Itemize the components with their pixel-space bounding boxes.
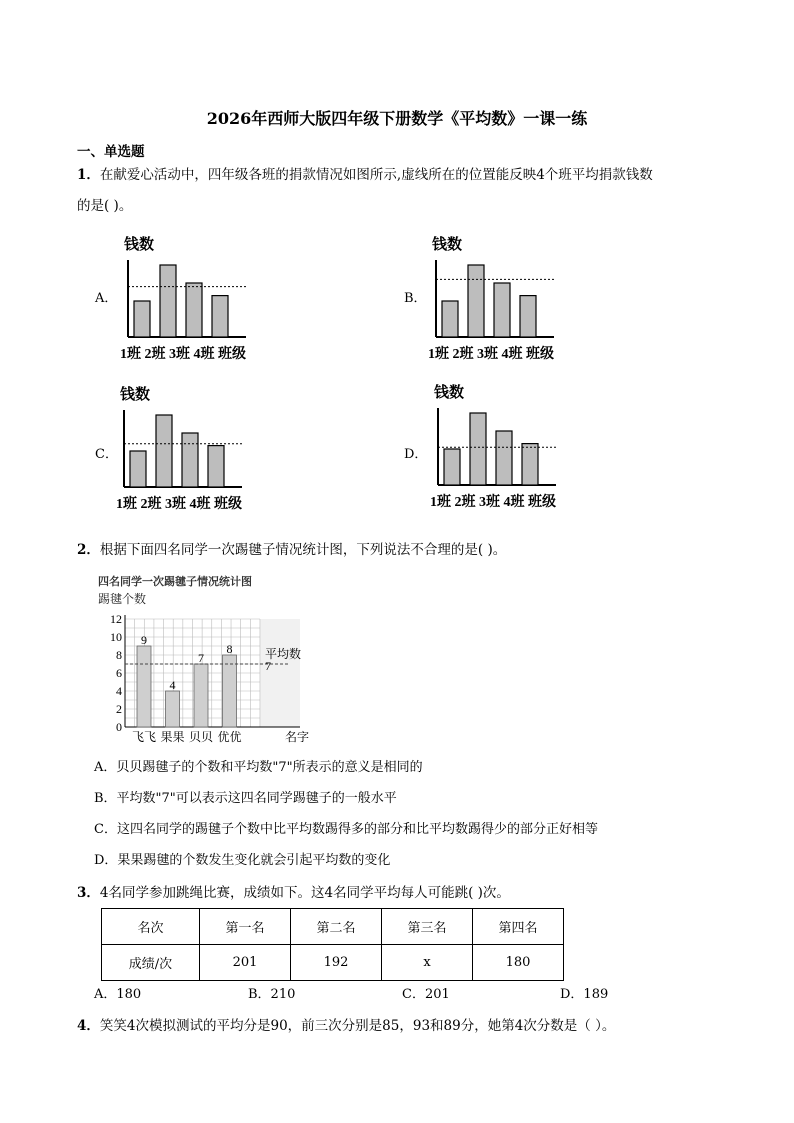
option-b[interactable]: B．210 bbox=[248, 987, 296, 1002]
data-label: 8 bbox=[226, 642, 233, 656]
question-text: 4名同学参加跳绳比赛，成绩如下。这4名同学平均每人可能跳( )次。 bbox=[99, 885, 510, 901]
mini-chart-svg bbox=[116, 382, 276, 512]
section-heading: 一、单选题 bbox=[77, 144, 145, 160]
data-label: 7 bbox=[198, 651, 204, 665]
category-label: 优优 bbox=[217, 730, 242, 744]
option-a-label[interactable]: A． bbox=[95, 291, 118, 306]
question-number: 2． bbox=[77, 542, 100, 558]
bar bbox=[182, 433, 198, 487]
table-cell: 第三名 bbox=[382, 909, 473, 945]
tick-label: 12 bbox=[110, 612, 122, 626]
bar bbox=[522, 444, 538, 485]
option-d-chart bbox=[430, 380, 600, 520]
tick-label: 10 bbox=[110, 630, 122, 644]
question-number: 4． bbox=[77, 1018, 100, 1034]
data-label: 4 bbox=[169, 678, 176, 692]
bar bbox=[496, 431, 512, 485]
average-value: 7 bbox=[265, 659, 271, 673]
bar bbox=[468, 265, 484, 337]
table-header-row bbox=[102, 909, 564, 945]
bar bbox=[470, 413, 486, 485]
option-b[interactable]: B．平均数"7"可以表示这四名同学踢毽子的一般水平 bbox=[94, 791, 397, 806]
y-axis-label: 钱数 bbox=[434, 385, 465, 401]
option-a[interactable]: A．180 bbox=[94, 987, 142, 1002]
x-axis-label: 1班 2班 3班 4班 班级 bbox=[428, 347, 554, 362]
table-cell: 第一名 bbox=[200, 909, 291, 945]
chart-title: 四名同学一次踢毽子情况统计图 bbox=[98, 575, 252, 588]
category-label: 贝贝 bbox=[188, 730, 214, 744]
chart-grid-bg bbox=[260, 619, 300, 727]
question-text: 笑笑4次模拟测试的平均分是90，前三次分别是85，93和89分，她第4次分数是（ ）。 bbox=[99, 1018, 616, 1034]
bar bbox=[137, 646, 151, 727]
option-c[interactable]: C．201 bbox=[402, 987, 450, 1002]
bar bbox=[520, 296, 536, 337]
table-cell: 名次 bbox=[102, 909, 200, 945]
bar bbox=[134, 301, 150, 337]
x-axis-label: 名字 bbox=[285, 730, 309, 744]
table-cell: 第四名 bbox=[473, 909, 564, 945]
page-title: 2026年西师大版四年级下册数学《平均数》一课一练 bbox=[206, 109, 588, 128]
question-2 bbox=[77, 540, 506, 560]
bar bbox=[160, 265, 176, 337]
question-text: 根据下面四名同学一次踢毽子情况统计图，下列说法不合理的是( )。 bbox=[99, 542, 507, 558]
tick-label: 4 bbox=[116, 684, 122, 698]
option-c[interactable]: C．这四名同学的踢毽子个数中比平均数踢得多的部分和比平均数踢得少的部分正好相等 bbox=[94, 822, 598, 837]
option-d[interactable]: D．果果踢毽的个数发生变化就会引起平均数的变化 bbox=[94, 853, 391, 868]
bar bbox=[194, 664, 208, 727]
bar bbox=[212, 296, 228, 337]
bar bbox=[130, 451, 146, 487]
bar bbox=[442, 301, 458, 337]
bar bbox=[156, 415, 172, 487]
bar bbox=[494, 283, 510, 337]
category-label: 果果 bbox=[160, 730, 185, 744]
mini-chart-svg bbox=[428, 232, 588, 362]
table-cell: 201 bbox=[200, 945, 291, 981]
table-cell: 192 bbox=[291, 945, 382, 981]
question-number: 1． bbox=[77, 167, 100, 183]
tick-label: 0 bbox=[116, 720, 122, 734]
option-d[interactable]: D．189 bbox=[560, 987, 609, 1002]
option-c-label[interactable]: C． bbox=[95, 447, 118, 462]
table-cell: 成绩/次 bbox=[102, 945, 200, 981]
data-label: 9 bbox=[141, 633, 147, 647]
x-axis-label: 1班 2班 3班 4班 班级 bbox=[430, 495, 556, 510]
table-cell: x bbox=[382, 945, 473, 981]
bar bbox=[166, 691, 180, 727]
table-cell: 180 bbox=[473, 945, 564, 981]
question-text: 在献爱心活动中，四年级各班的捐款情况如图所示,虚线所在的位置能反映4个班平均捐款钱数 bbox=[99, 167, 653, 183]
question-number: 3． bbox=[77, 885, 100, 901]
option-a-chart bbox=[120, 232, 280, 362]
option-b-chart bbox=[428, 232, 588, 362]
bar bbox=[223, 655, 237, 727]
mini-chart-svg bbox=[120, 232, 280, 362]
table-row bbox=[102, 945, 564, 981]
score-table bbox=[101, 908, 564, 981]
question-1 bbox=[77, 165, 727, 185]
y-axis-label: 踢毽个数 bbox=[98, 592, 147, 606]
tick-label: 2 bbox=[116, 702, 122, 716]
x-axis-label: 1班 2班 3班 4班 班级 bbox=[120, 347, 246, 362]
option-b-label[interactable]: B． bbox=[404, 291, 427, 306]
option-d-label[interactable]: D． bbox=[404, 447, 428, 462]
kick-chart bbox=[94, 572, 309, 747]
y-axis-label: 钱数 bbox=[432, 237, 463, 253]
option-c-chart bbox=[116, 382, 276, 512]
question-4 bbox=[77, 1016, 615, 1036]
mini-chart-svg bbox=[430, 380, 600, 510]
kick-chart-svg bbox=[94, 572, 309, 747]
bar bbox=[208, 446, 224, 487]
option-a[interactable]: A．贝贝踢毽子的个数和平均数"7"所表示的意义是相同的 bbox=[94, 760, 423, 775]
tick-label: 6 bbox=[116, 666, 122, 680]
y-axis-label: 钱数 bbox=[120, 387, 151, 403]
question-3 bbox=[77, 883, 510, 903]
table-cell: 第二名 bbox=[291, 909, 382, 945]
bar bbox=[186, 283, 202, 337]
tick-label: 8 bbox=[116, 648, 122, 662]
category-label: 飞飞 bbox=[131, 730, 157, 744]
question-1-line2: 的是( )。 bbox=[77, 198, 133, 214]
bar bbox=[444, 449, 460, 485]
average-label: 平均数 bbox=[265, 647, 302, 661]
x-axis-label: 1班 2班 3班 4班 班级 bbox=[116, 497, 242, 512]
y-axis-label: 钱数 bbox=[124, 237, 155, 253]
